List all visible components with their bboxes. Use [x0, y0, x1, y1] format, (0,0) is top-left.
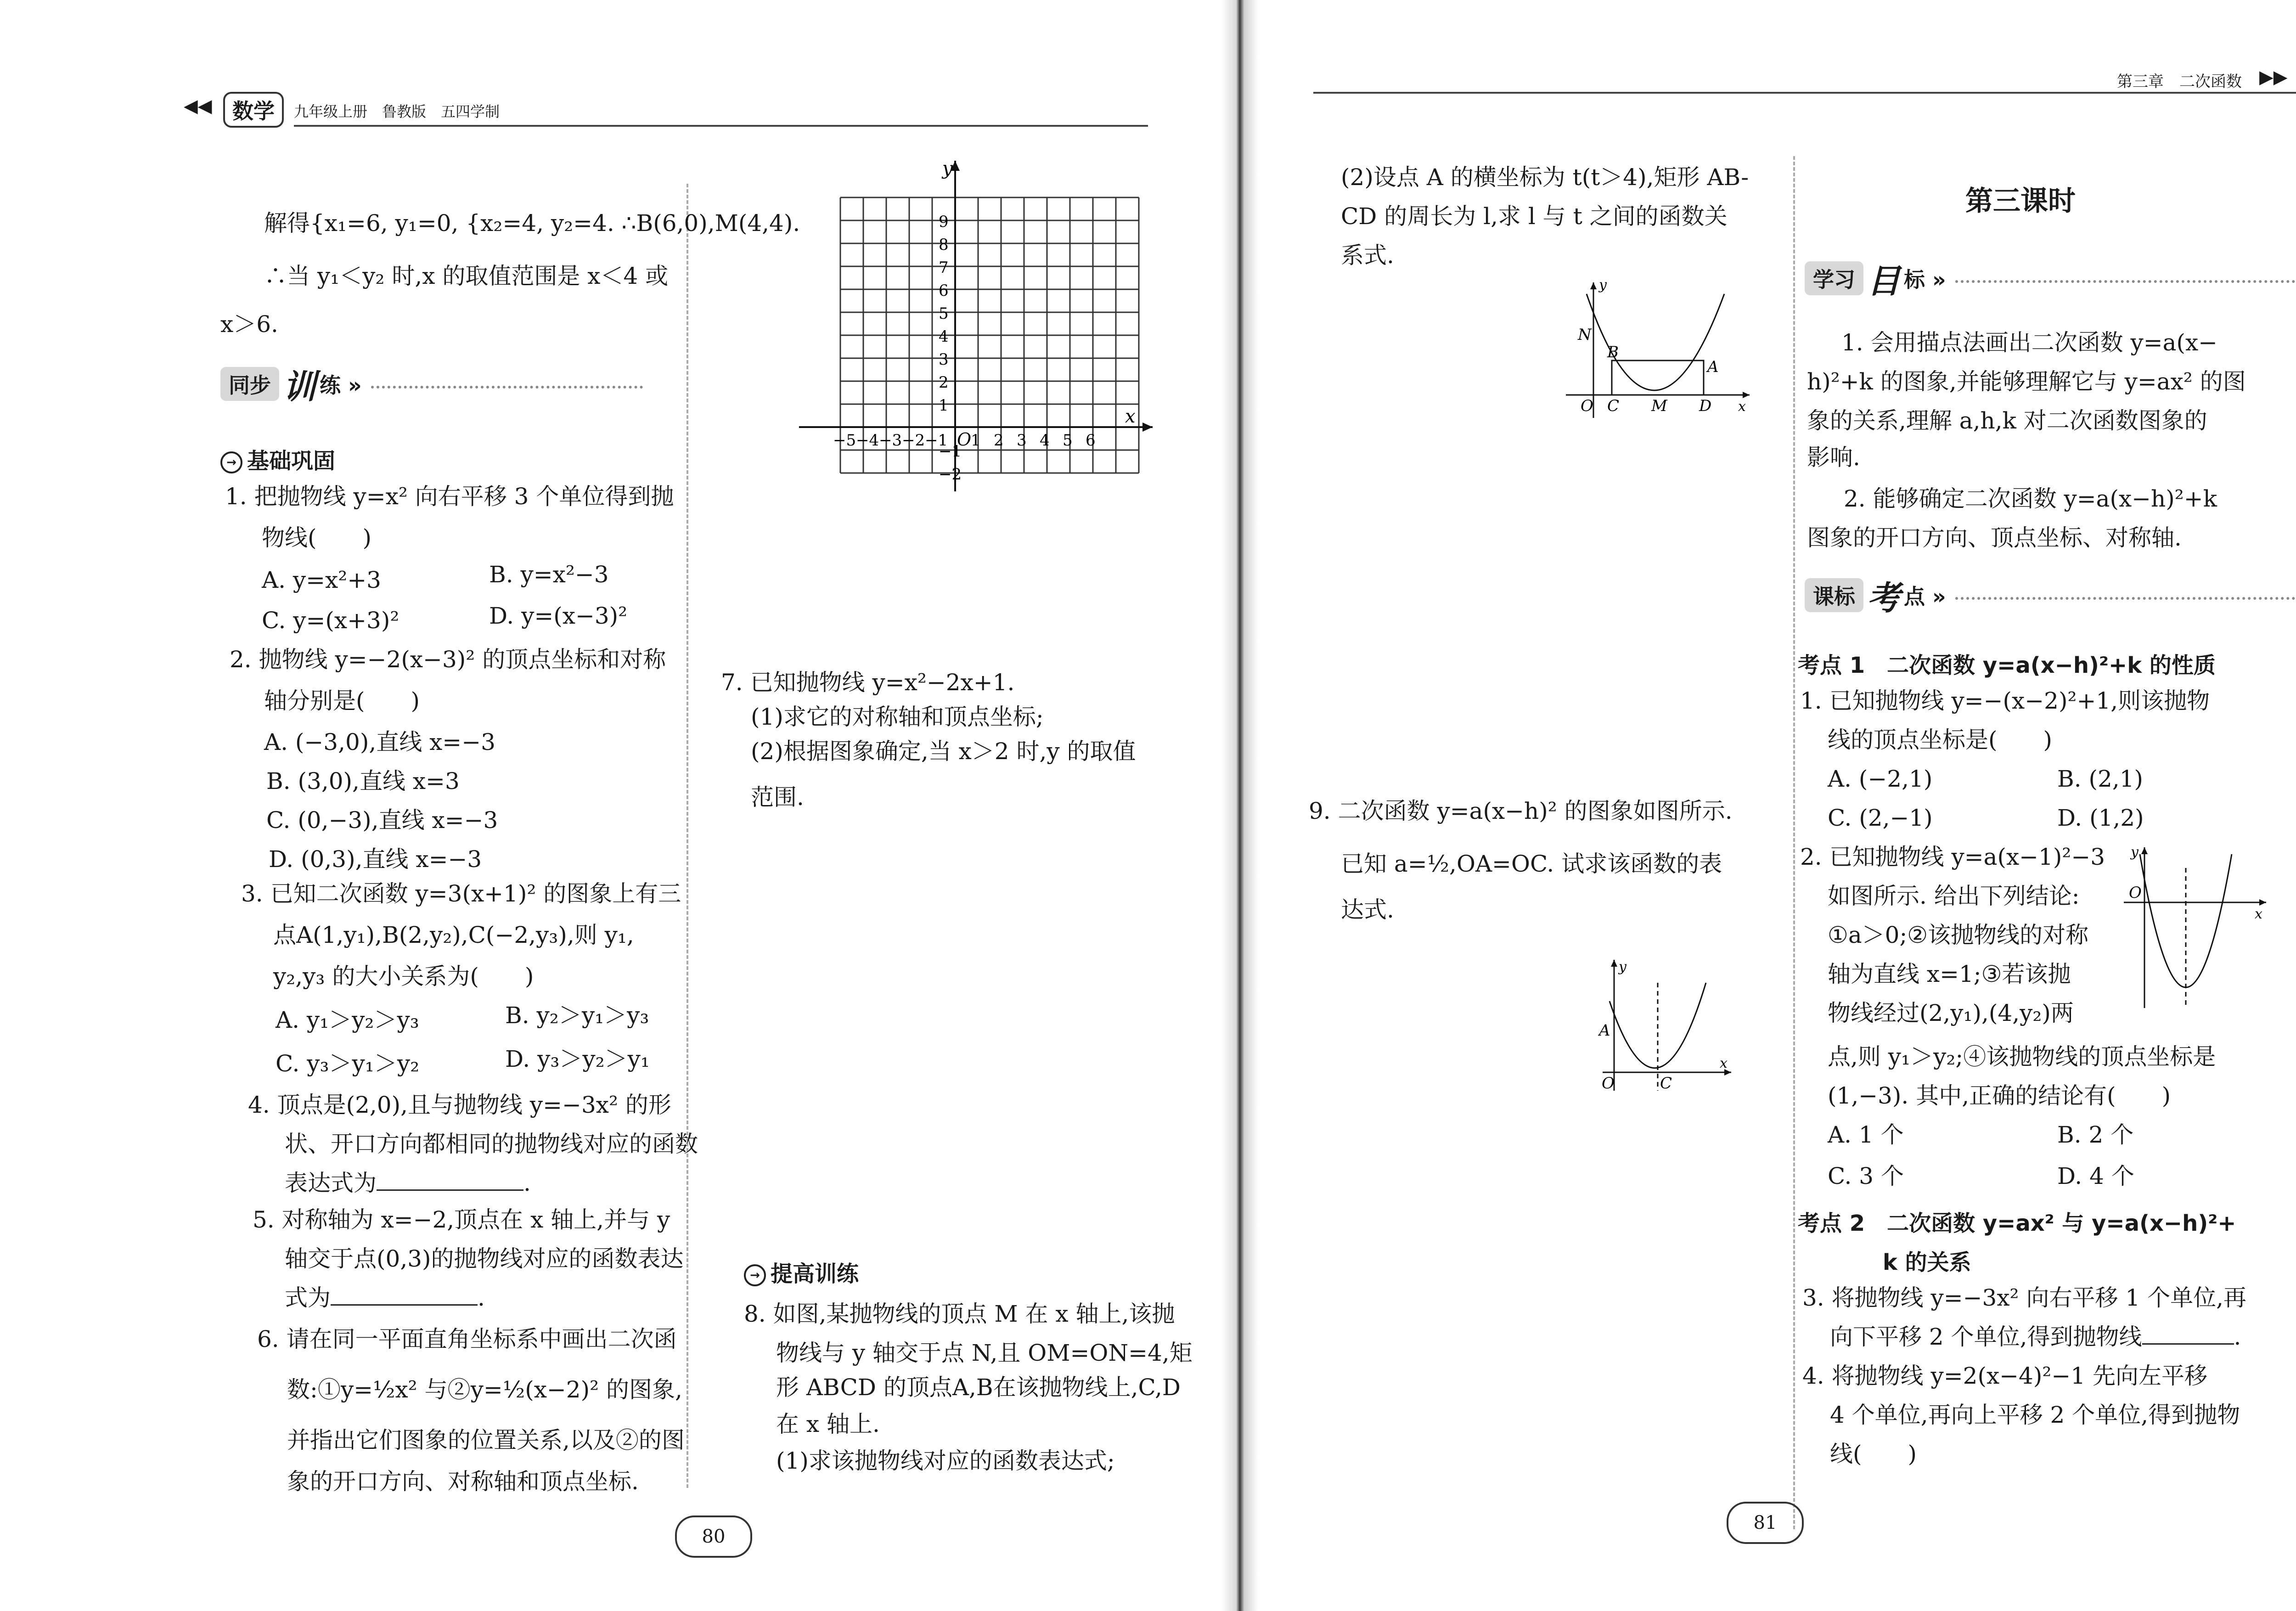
q4-text: 表达式为 [285, 1170, 377, 1196]
book-subtitle: 九年级上册 鲁教版 五四学制 [294, 103, 500, 120]
point-big-char: 考 [1867, 579, 1901, 617]
right-page [1249, 0, 2296, 1611]
y-arrow-icon [1611, 960, 1617, 967]
q8-line-3: 形 ABCD 的顶点A,B在该抛物线上,C,D [776, 1374, 1181, 1401]
x-tick-label: 1 [971, 431, 981, 450]
y-axis-label: y [942, 158, 953, 179]
rq4-line-3: 线( ) [1830, 1441, 1917, 1467]
rq1-line-2: 线的顶点坐标是( ) [1828, 727, 2053, 753]
label-m: M [1651, 397, 1667, 415]
q2-stem2: 轴分别是( ) [264, 687, 420, 714]
heading-dots [371, 386, 643, 389]
sync-training-heading [220, 367, 643, 406]
header-rule [1313, 92, 2296, 94]
solution-line-1: 解得{x₁=6, y₁=0, {x₂=4, y₂=4. ∴B(6,0),M(4,4). [264, 210, 800, 237]
q4-line-1: 4. 顶点是(2,0),且与抛物线 y=−3x² 的形 [248, 1092, 671, 1118]
sync-label: 同步 [220, 367, 279, 401]
q8-line-5: (1)求该抛物线对应的函数表达式; [776, 1448, 1115, 1474]
rq3-line-1: 3. 将抛物线 y=−3x² 向右平移 1 个单位,再 [1802, 1284, 2246, 1311]
q4-line-2: 状、开口方向都相同的抛物线对应的函数 [285, 1131, 698, 1157]
x-tick-label: 4 [1040, 431, 1050, 450]
label-c: C [1607, 397, 1620, 415]
q3-option-c: C. y₃＞y₁＞y₂ [276, 1050, 420, 1077]
rq2-figure [2122, 840, 2268, 1010]
goal-heading [1805, 262, 2296, 300]
x-tick-label: 3 [1017, 431, 1027, 450]
q5-answer-blank[interactable] [331, 1287, 478, 1306]
q6-line-4: 象的开口方向、对称轴和顶点坐标. [287, 1468, 639, 1495]
x-axis-arrow-icon [1142, 422, 1153, 432]
q1-option-c: C. y=(x+3)² [262, 607, 400, 634]
rq2-line-6: 点,则 y₁＞y₂;④该抛物线的顶点坐标是 [1828, 1043, 2216, 1070]
y-tick-label: 6 [939, 282, 949, 300]
label-a: A [1707, 358, 1719, 376]
x-tick-label: −3 [879, 431, 902, 450]
y-tick-label: −2 [939, 465, 962, 484]
rq2-line-5: 物线经过(2,y₁),(4,y₂)两 [1828, 1000, 2074, 1026]
sync-tail: 练 » [320, 373, 362, 398]
y-tick-label: 9 [939, 213, 949, 231]
nav-arrows-icon: ▶▶ [2259, 67, 2288, 88]
heading-dots [1955, 597, 2296, 600]
x-arrow-icon [2259, 899, 2266, 906]
sync-big-char: 训 [283, 367, 316, 406]
x-tick-label: −4 [856, 431, 879, 450]
q1-option-d: D. y=(x−3)² [489, 603, 628, 629]
advanced-title: 提高训练 [771, 1261, 859, 1287]
q3-option-a: A. y₁＞y₂＞y₃ [276, 1007, 419, 1033]
y-tick-label: 5 [939, 304, 949, 323]
q2-option-b: B. (3,0),直线 x=3 [266, 768, 460, 794]
rq3-text: 向下平移 2 个单位,得到抛物线 [1830, 1324, 2142, 1350]
goal-label: 学习 [1805, 261, 1863, 295]
q3-option-b: B. y₂＞y₁＞y₃ [505, 1002, 649, 1029]
advanced-heading [744, 1256, 859, 1288]
rq1-option-a: A. (−2,1) [1828, 766, 1933, 792]
x-tick-label: −2 [902, 431, 925, 450]
x-tick-label: 6 [1086, 431, 1096, 450]
header-rule [294, 125, 1148, 127]
point-tail: 点 » [1904, 584, 1946, 609]
column-divider [1793, 156, 1795, 1529]
rq2-option-d: D. 4 个 [2057, 1163, 2134, 1189]
q9-figure [1598, 955, 1736, 1093]
goal-tail: 标 » [1904, 267, 1946, 292]
key-point-2-line-1: 考点 2 二次函数 y=ax² 与 y=a(x−h)²+ [1798, 1211, 2236, 1236]
q9-line-1: 9. 二次函数 y=a(x−h)² 的图象如图所示. [1309, 798, 1733, 824]
q9-line-2: 已知 a=½,OA=OC. 试求该函数的表 [1341, 851, 1722, 877]
rq2-line-4: 轴为直线 x=1;③若该抛 [1828, 961, 2071, 987]
origin-label: O [957, 429, 972, 450]
q8-line-1: 8. 如图,某抛物线的顶点 M 在 x 轴上,该抛 [744, 1301, 1175, 1327]
column-divider [687, 184, 688, 1488]
goal2-line-1: 2. 能够确定二次函数 y=a(x−h)²+k [1844, 485, 2217, 512]
rq4-line-2: 4 个单位,再向上平移 2 个单位,得到抛物 [1830, 1402, 2240, 1428]
q4-line-3: 表达式为 . [285, 1170, 531, 1196]
q5-line-2: 轴交于点(0,3)的抛物线对应的函数表达 [285, 1245, 684, 1272]
y-arrow-icon [2141, 847, 2148, 854]
label-x: x [1738, 399, 1746, 415]
label-o: O [2129, 884, 2142, 902]
q2-option-c: C. (0,−3),直线 x=−3 [266, 807, 498, 834]
q5-line-3: 式为 . [285, 1284, 485, 1311]
q8-figure [1561, 276, 1754, 422]
label-o: O [1602, 1074, 1615, 1093]
y-tick-label: 8 [939, 236, 949, 254]
rq3-answer-blank[interactable] [2142, 1326, 2234, 1345]
q3-stem2: 点A(1,y₁),B(2,y₂),C(−2,y₃),则 y₁, [273, 922, 634, 948]
q8b-line-2: CD 的周长为 l,求 l 与 t 之间的函数关 [1341, 203, 1728, 230]
q1-stem2: 物线( ) [262, 524, 372, 551]
goal1-line-4: 影响. [1807, 444, 1860, 471]
nav-arrows-icon: ◀◀ [184, 96, 212, 117]
label-x: x [1720, 1055, 1728, 1071]
y-tick-label: 7 [939, 259, 949, 277]
q5-line-1: 5. 对称轴为 x=−2,顶点在 x 轴上,并与 y [253, 1206, 670, 1233]
q8b-line-1: (2)设点 A 的横坐标为 t(t＞4),矩形 AB- [1341, 164, 1749, 191]
x-tick-label: −5 [833, 431, 856, 450]
label-b: B [1607, 343, 1619, 361]
chapter-title: 第三章 二次函数 [2117, 73, 2242, 91]
goal1-line-2: h)²+k 的图象,并能够理解它与 y=ax² 的图 [1807, 368, 2246, 395]
rq2-line-3: ①a＞0;②该抛物线的对称 [1828, 922, 2089, 948]
label-a: A [1599, 1021, 1610, 1040]
basic-heading [220, 443, 335, 475]
goal-big-char: 目 [1867, 262, 1901, 300]
rq1-option-b: B. (2,1) [2057, 766, 2144, 792]
lesson-title: 第三课时 [1965, 185, 2076, 217]
q1-option-b: B. y=x²−3 [489, 561, 609, 588]
goal2-line-2: 图象的开口方向、顶点坐标、对称轴. [1807, 524, 2182, 551]
y-tick-label: −1 [939, 442, 962, 461]
q8b-line-3: 系式. [1341, 242, 1394, 269]
label-x: x [2255, 906, 2262, 922]
coordinate-grid [799, 152, 1157, 501]
q7-line-1: 7. 已知抛物线 y=x²−2x+1. [721, 669, 1015, 696]
rq1-option-d: D. (1,2) [2057, 805, 2144, 831]
y-tick-label: 1 [939, 396, 949, 415]
solution-line-2: ∴当 y₁＜y₂ 时,x 的取值范围是 x＜4 或 [264, 263, 669, 289]
q2-stem: 2. 抛物线 y=−2(x−3)² 的顶点坐标和对称 [230, 646, 666, 673]
q9-line-3: 达式. [1341, 896, 1394, 923]
rq4-line-1: 4. 将抛物线 y=2(x−4)²−1 先向左平移 [1802, 1363, 2208, 1389]
label-y: y [1619, 959, 1626, 975]
label-c: C [1660, 1074, 1672, 1093]
q7-line-4: 范围. [751, 784, 804, 811]
basic-title: 基础巩固 [247, 448, 336, 474]
q4-answer-blank[interactable] [377, 1172, 523, 1191]
page-number-81: 81 [1727, 1502, 1804, 1544]
book-badge: 数学 [223, 92, 284, 128]
x-tick-label: 5 [1063, 431, 1073, 450]
rq2-line-2: 如图所示. 给出下列结论: [1828, 883, 2080, 909]
rq3-line-2: 向下平移 2 个单位,得到抛物线 . [1830, 1324, 2241, 1350]
q3-stem3: y₂,y₃ 的大小关系为( ) [273, 963, 534, 990]
rq2-option-a: A. 1 个 [1828, 1121, 1904, 1148]
q6-line-1: 6. 请在同一平面直角坐标系中画出二次函 [257, 1326, 677, 1352]
point-label: 课标 [1805, 578, 1863, 612]
q6-line-2: 数:①y=½x² 与②y=½(x−2)² 的图象, [287, 1376, 682, 1403]
y-tick-label: 2 [939, 373, 949, 392]
label-y: y [2131, 844, 2138, 860]
rq2-line-1: 2. 已知抛物线 y=a(x−1)²−3 [1800, 844, 2105, 870]
q2-option-a: A. (−3,0),直线 x=−3 [264, 729, 495, 755]
label-d: D [1699, 397, 1712, 415]
y-tick-label: 4 [939, 327, 949, 346]
q8-line-4: 在 x 轴上. [776, 1411, 880, 1437]
key-point-1: 考点 1 二次函数 y=a(x−h)²+k 的性质 [1798, 653, 2216, 678]
rq2-line-7: (1,−3). 其中,正确的结论有( ) [1828, 1082, 2171, 1109]
y-arrow-icon [1590, 282, 1597, 289]
x-arrow-icon [1743, 392, 1750, 398]
q2-option-d: D. (0,3),直线 x=−3 [269, 846, 482, 873]
rq1-line-1: 1. 已知抛物线 y=−(x−2)²+1,则该抛物 [1800, 687, 2210, 714]
key-point-2-line-2: k 的关系 [1883, 1250, 1971, 1275]
q6-line-3: 并指出它们图象的位置关系,以及②的图 [287, 1427, 685, 1453]
solution-line-3: x＞6. [220, 311, 278, 338]
x-axis-label: x [1125, 406, 1136, 427]
label-y: y [1599, 277, 1607, 293]
rq2-option-b: B. 2 个 [2057, 1121, 2134, 1148]
x-tick-label: −1 [925, 431, 948, 450]
q8-line-2: 物线与 y 轴交于点 N,且 OM=ON=4,矩 [776, 1340, 1193, 1366]
circle-arrow-icon: → [744, 1264, 766, 1286]
y-tick-label: 3 [939, 350, 949, 369]
goal1-line-1: 1. 会用描点法画出二次函数 y=a(x− [1841, 329, 2218, 356]
page-number-80: 80 [675, 1515, 752, 1558]
heading-dots [1955, 280, 2296, 283]
q1-stem: 1. 把抛物线 y=x² 向右平移 3 个单位得到抛 [225, 483, 674, 510]
label-o: O [1581, 397, 1593, 415]
q7-line-2: (1)求它的对称轴和顶点坐标; [751, 704, 1044, 730]
goal1-line-3: 象的关系,理解 a,h,k 对二次函数图象的 [1807, 407, 2207, 434]
q3-option-d: D. y₃＞y₂＞y₁ [505, 1046, 650, 1072]
circle-arrow-icon: → [220, 451, 242, 473]
label-n: N [1578, 326, 1592, 344]
q5-text: 式为 [285, 1284, 331, 1311]
rq1-option-c: C. (2,−1) [1828, 805, 1933, 831]
q7-line-3: (2)根据图象确定,当 x＞2 时,y 的取值 [751, 738, 1136, 765]
q3-stem: 3. 已知二次函数 y=3(x+1)² 的图象上有三 [241, 880, 681, 907]
x-tick-label: 2 [994, 431, 1004, 450]
rq2-option-c: C. 3 个 [1828, 1163, 1904, 1189]
key-point-heading [1805, 579, 2296, 617]
q1-option-a: A. y=x²+3 [262, 567, 381, 593]
